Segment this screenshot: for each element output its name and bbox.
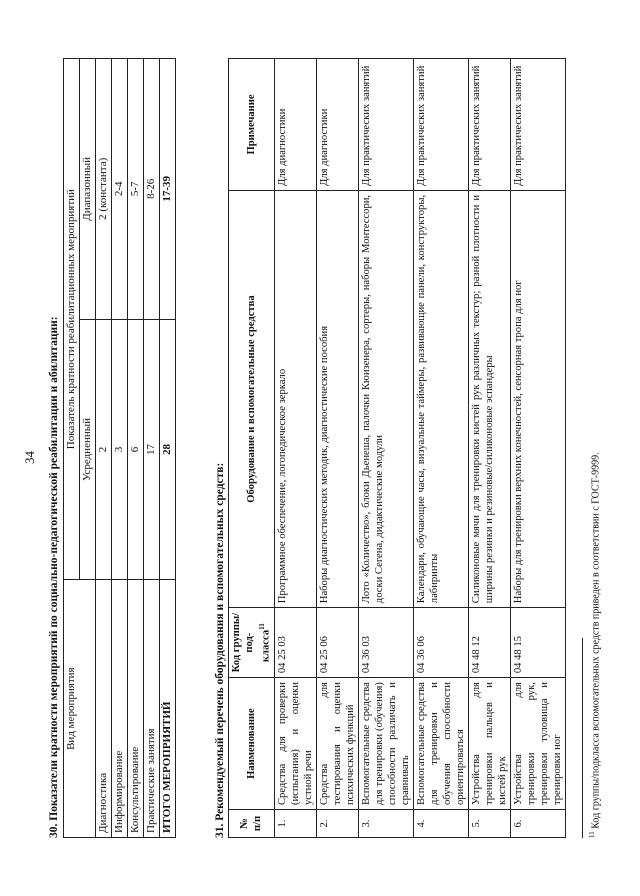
section-31-title: 31. Рекомендуемый перечень оборудования и вспомогательных средств: [214, 462, 226, 838]
note-cell: Для диагностики [316, 59, 358, 191]
name-cell: Устройства для тренировки рук, тренировки туловища и тренировки ног [510, 678, 565, 810]
table-row [112, 59, 128, 838]
multiplicity-table [63, 58, 176, 838]
table-row [413, 59, 468, 838]
range-cell: 2 (константа) [96, 59, 112, 320]
note-cell: Для практических занятий [510, 59, 565, 191]
note-cell: Для практических занятий [413, 59, 468, 191]
note-cell: Для диагностики [274, 59, 316, 191]
equipment-table [228, 58, 566, 838]
table-row [96, 59, 112, 838]
activity-type-cell: Информирование [112, 580, 128, 838]
code-cell: 04 36 03 [358, 608, 413, 678]
table-row [128, 59, 144, 838]
table-row [274, 59, 316, 838]
code-cell: 04 48 15 [510, 608, 565, 678]
header-range: Диапазонный [80, 59, 96, 320]
row-number-cell: 6. [510, 810, 565, 838]
table-row [468, 59, 510, 838]
equipment-cell: Календари, обучающие часы, визуальные таймеры, развивающие панели, конструкторы, лабиринты [413, 190, 468, 607]
header-indicator: Показатель кратности реабилитационных мероприятий [64, 59, 80, 580]
row-number-cell: 1. [274, 810, 316, 838]
range-cell: 17-39 [160, 59, 176, 320]
name-cell: Средства для проверки (испытания) и оценки устной речи [274, 678, 316, 810]
header-note: Примечание [229, 59, 275, 191]
code-cell: 04 36 06 [413, 608, 468, 678]
section-30-title: 30. Показатели кратности мероприятий по социально-педагогической реабилитации и абилитации: [48, 316, 60, 838]
activity-type-cell: Практические занятия [144, 580, 160, 838]
note-cell: Для практических занятий [468, 59, 510, 191]
code-cell: 04 48 12 [468, 608, 510, 678]
table-row [144, 59, 160, 838]
range-cell: 2-4 [112, 59, 128, 320]
footnote-marker: 11 [588, 831, 596, 838]
equipment-cell: Наборы диагностических методик, диагностические пособия [316, 190, 358, 607]
header-equipment: Оборудование и вспомогательные средства [229, 190, 275, 607]
footnote [588, 452, 601, 838]
code-cell: 04 25 06 [316, 608, 358, 678]
activity-type-cell: Диагностика [96, 580, 112, 838]
equipment-cell: Программное обеспечение, логопедическое зеркало [274, 190, 316, 607]
row-number-cell: 5. [468, 810, 510, 838]
footnote-ref: 11 [258, 623, 266, 630]
note-cell: Для практических занятий [358, 59, 413, 191]
table-row [510, 59, 565, 838]
header-code-text: Код группы/под- класса [231, 612, 272, 673]
code-cell: 04 25 03 [274, 608, 316, 678]
row-number-cell: 4. [413, 810, 468, 838]
row-number-cell: 3. [358, 810, 413, 838]
table-header-row [64, 59, 80, 838]
average-cell: 17 [144, 319, 160, 580]
range-cell: 5-7 [128, 59, 144, 320]
average-cell: 6 [128, 319, 144, 580]
range-cell: 8-26 [144, 59, 160, 320]
table-row [316, 59, 358, 838]
table-header-row [229, 59, 275, 838]
equipment-cell: Силиконовые мячи для тренировки кистей рук различных текстур; разной плотности и ширины резинки и резиновые/силиконовые эспандеры [468, 190, 510, 607]
header-name: Наименование [229, 678, 275, 810]
header-average: Усредненный [80, 319, 96, 580]
name-cell: Вспомогательные средства для тренировки (обучения) способности различать и сравнивать [358, 678, 413, 810]
average-cell: 2 [96, 319, 112, 580]
page-number: 34 [22, 451, 37, 464]
average-cell: 28 [160, 319, 176, 580]
name-cell: Вспомогательные средства для тренировки и обучения способности ориентироваться [413, 678, 468, 810]
header-code [229, 608, 275, 678]
average-cell: 3 [112, 319, 128, 580]
total-row [160, 59, 176, 838]
equipment-cell: Наборы для тренировки верхних конечностей, сенсорная тропа для ног [510, 190, 565, 607]
footnote-divider [582, 638, 583, 838]
header-activity-type: Вид мероприятия [64, 580, 96, 838]
name-cell: Средства для тестирования и оценки психических функций [316, 678, 358, 810]
equipment-cell: Лото «Количество», блоки Дьенеша, палочки Кюизенера, сортеры, наборы Монтессори, доски Сегена, дидактические модули [358, 190, 413, 607]
header-number: № п/п [229, 810, 275, 838]
table-row [358, 59, 413, 838]
activity-type-cell: ИТОГО МЕРОПРИЯТИЙ [160, 580, 176, 838]
row-number-cell: 2. [316, 810, 358, 838]
activity-type-cell: Консультирование [128, 580, 144, 838]
footnote-text: Код группы/подкласса вспомогательных средств приведен в соответствии с ГОСТ-9999. [590, 452, 602, 829]
name-cell: Устройства для тренировки пальцев и кистей рук [468, 678, 510, 810]
